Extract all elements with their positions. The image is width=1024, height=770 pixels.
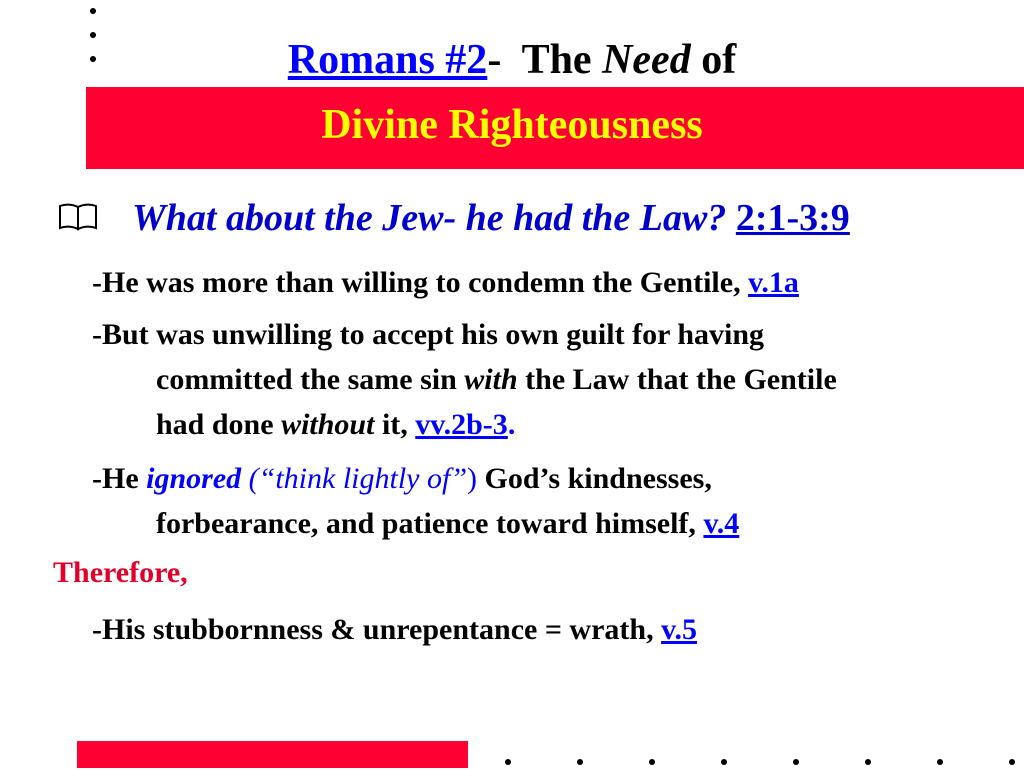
point-2-with: with	[464, 363, 518, 396]
decor-dot	[90, 8, 96, 14]
point-4	[92, 607, 697, 652]
decor-dot	[721, 759, 727, 765]
point-3-line-1	[92, 456, 712, 501]
point-2-text-d: had done	[156, 408, 282, 441]
point-3-line-2	[156, 501, 739, 546]
point-3-ignored: ignored	[146, 462, 242, 495]
book-icon	[58, 202, 98, 232]
slide-title	[0, 36, 1024, 84]
point-3-ref-link[interactable]: v.4	[703, 507, 740, 540]
slide-subtitle: Divine Righteousness	[321, 102, 703, 148]
point-2-text-a: committed the same sin	[156, 363, 465, 396]
decor-dot	[865, 759, 871, 765]
point-2-without: without	[281, 408, 375, 441]
title-the: The	[521, 37, 592, 83]
point-2-line-3	[156, 402, 515, 447]
point-3-gloss: “think lightly of”	[258, 462, 468, 495]
decor-dot	[505, 759, 511, 765]
point-3-text-e: forbearance, and patience toward himself,	[156, 507, 704, 540]
main-bullet-ref-link[interactable]: 2:1-3:9	[735, 197, 850, 239]
point-2-ref-link[interactable]: vv.2b-3	[415, 408, 508, 441]
main-bullet-text: What about the Jew- he had the Law?	[132, 197, 727, 239]
point-2-line-2	[156, 357, 837, 402]
point-3-text-a: -He	[92, 462, 147, 495]
main-bullet	[58, 196, 850, 240]
title-dash: -	[487, 37, 502, 83]
decor-dot	[937, 759, 943, 765]
bottom-red-bar	[77, 741, 468, 768]
point-2-text-e: it,	[374, 408, 416, 441]
point-2-ref-end: .	[507, 408, 516, 441]
point-2-line-1: -But was unwilling to accept his own guilt for having	[92, 318, 765, 351]
decor-dot	[577, 759, 583, 765]
point-3-text-d: God’s kindnesses,	[477, 462, 712, 495]
point-1-ref-link[interactable]: v.1a	[748, 266, 799, 299]
title-need: Need	[602, 37, 691, 83]
bottom-dot-row	[505, 752, 1015, 770]
point-2-text-c: the Law that the Gentile	[517, 363, 837, 396]
title-of: of	[701, 37, 737, 83]
series-link[interactable]: Romans #2	[287, 37, 488, 83]
decor-dot	[649, 759, 655, 765]
point-3-paren-close: )	[467, 462, 478, 495]
point-4-ref-link[interactable]: v.5	[661, 613, 697, 646]
decor-dot	[793, 759, 799, 765]
point-1-text: -He was more than willing to condemn the Gentile,	[92, 266, 749, 299]
therefore-heading: Therefore,	[53, 556, 188, 589]
point-3-paren-open: (	[241, 462, 259, 495]
point-1	[92, 260, 799, 305]
point-4-text: -His stubbornness & unrepentance = wrath,	[92, 613, 662, 646]
decor-dot	[1009, 759, 1015, 765]
